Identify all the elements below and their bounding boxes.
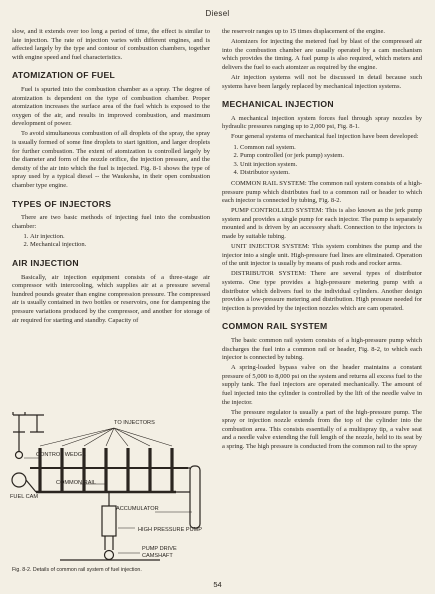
control-wedge-circle [12,473,26,487]
section-heading-common-rail: COMMON RAIL SYSTEM [222,321,328,332]
label-common-rail: COMMON RAIL [56,480,97,486]
figure-caption: Fig. 8-2. Details of common rail system of fuel injection. [12,567,142,573]
list-item: 1. Air injection. [30,233,210,242]
fuel-cam-shape [16,452,23,459]
injector-lines [40,448,172,468]
label-control: CONTROL WEDGE [36,452,86,458]
paragraph: The basic common rail system consists of a high-pressure pump which discharges the fuel into a common rail or header, Fig. 8-2, to which each injector is connected by tubing. [222,336,422,362]
injection-types-list [12,233,210,250]
common-rail-diagram [10,410,215,575]
section-heading-types: TYPES OF INJECTORS [12,198,112,209]
list-item: 2. Pump controlled (or jerk pump) system. [240,152,422,161]
running-header: Diesel [205,9,230,18]
list-item: 2. Mechanical injection. [30,241,210,250]
high-pressure-pump-body [102,506,116,536]
paragraph: Four general systems of mechanical fuel injection have been developed: [231,133,419,141]
accumulator-tank [190,466,200,528]
paragraph: Air injection systems will not be discussed in detail because such systems have been largely replaced by mechanical injection systems. [222,73,422,90]
camshaft-shape [105,551,114,560]
paragraph: COMMON RAIL SYSTEM: The common rail system consists of a high-pressure pump which distributes fuel to a common rail or header to which each injector is connected by tubing, Fig. 8-2. [222,179,422,205]
left-column [12,28,210,327]
control-wedge-linkage [13,412,44,452]
label-pump-drive: PUMP DRIVE [142,546,177,552]
list-item: 1. Common rail system. [240,144,422,153]
section-heading-atomization: ATOMIZATION OF FUEL [12,70,116,81]
to-injectors-leaders [40,428,172,446]
paragraph: A mechanical injection system forces fuel through spray nozzles by hydraulic pressures ranging up to 2,000 psi, Fig. 8-1. [222,114,422,131]
paragraph: Basically, air injection equipment consists of a three-stage air compressor with intercooling, which supplies air at a pressure several hundred pounds greater than engine compression pressure. The compressed air is usually contained in two bottles or reservoirs, one for dampening the pressure variations produced by the compressor, and another for storage of air required for starting and standby. Capacity of [12,273,210,324]
systems-list [222,144,422,178]
paragraph: There are two basic methods of injecting fuel into the combustion chamber: [12,214,210,230]
label-fuel-cam: FUEL CAM [10,494,39,500]
list-item: 3. Unit injection system. [240,161,422,170]
label-to-injectors: TO INJECTORS [114,420,155,426]
paragraph: Atomizers for injecting the metered fuel by blast of the compressed air into the combustion chamber are usually operated by a cam mechanism which provides the timing. A fuel pump is also required, which meters and delivers the fuel to each atomizer as required by the engine. [222,38,422,71]
page-number: 54 [213,580,222,589]
paragraph: The pressure regulator is usually a part of the high-pressure pump. The spray or injection nozzle extends from the top of the cylinder into the combustion area. This consists essentially of a multispray tip, a valve seat and a needle valve extending the full length of the nozzle, held to its seat by a spring. The high pressure is conducted from the common rail to the spray [222,408,422,451]
paragraph: To avoid simultaneous combustion of all droplets of the spray, the spray is usually formed of some fine droplets to start ignition, and larger droplets for further combustion. The extent of atomization is controlled largely by the diameter and form of the nozzle orifice, the injection pressure, and the density of the air into which the fuel is injected. Fig. 8-1 shows the type of spray used by a typical diesel -- the Waukesha, in their open combustion chamber type engine. [12,130,210,189]
label-camshaft: CAMSHAFT [142,553,173,559]
paragraph: Fuel is spurted into the combustion chamber as a spray. The degree of atomization is dependent on the type of combustion chamber. Proper atomization increases the surface area of the fuel which is exposed to the oxygen of the air, and results in improved combustion, and maximum development of power. [12,85,210,128]
paragraph: A spring-loaded bypass valve on the header maintains a constant pressure of 5,000 to 8,000 psi on the system and returns all excess fuel to the supply tank. The fuel injectors are operated mechanically. The amount of fuel injected into the cylinder is controlled by the lift of the needle valve in the injector. [222,364,422,406]
paragraph: DISTRIBUTOR SYSTEM: There are several types of distributor systems. One type provides a high-pressure metering pump with a distributor which delivers fuel to the individual cylinders. Another design provides a low-pressure metering and distribution. High pressure needed for injection is provided by the injection nozzles which are cam operated. [222,270,422,312]
right-column [222,28,422,453]
paragraph: slow, and it extends over too long a period of time, the effect is similar to late injection. The rate of injection varies with different engines, and is affected largely by the type and contour of combustion chambers, together with engine speed and fuel characteristics. [12,28,210,61]
label-accumulator: ACCUMULATOR [116,506,159,512]
paragraph: the reservoir ranges up to 15 times displacement of the engine. [222,28,385,35]
paragraph: UNIT INJECTOR SYSTEM: This system combines the pump and the injector into a single unit. High-pressure fuel lines are eliminated. Operation of the unit injector is usually by means of push rods and rocker arms. [222,243,422,268]
section-heading-mechanical: MECHANICAL INJECTION [222,99,334,110]
section-heading-air-injection: AIR INJECTION [12,258,79,269]
list-item: 4. Distributor system. [240,169,422,178]
label-hp-pump: HIGH PRESSURE PUMP [138,527,203,533]
paragraph: PUMP CONTROLLED SYSTEM: This is also known as the jerk pump system and provides a single pump for each injector. The pump is separately mounted and is driven by an accessory shaft. Connection to the injectors is made by suitable tubing. [222,207,422,240]
